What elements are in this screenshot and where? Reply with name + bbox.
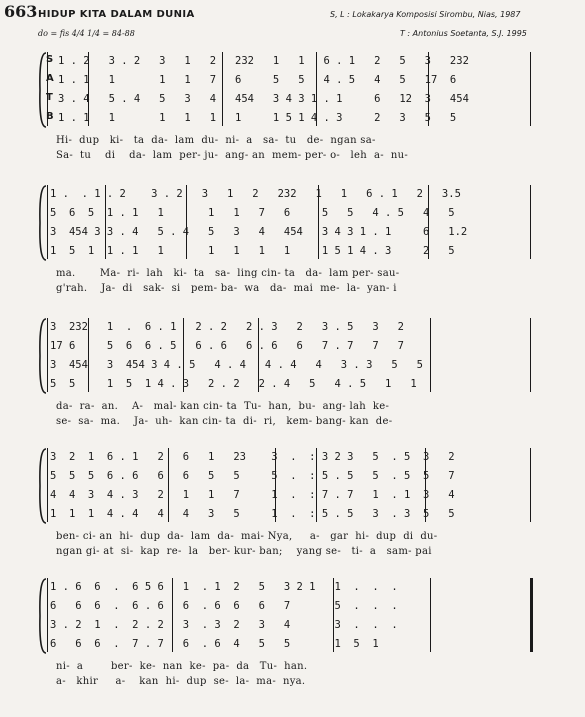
notation-row: 17 6 5 6 6 . 5 6 . 6 6 . 6 6 7 . 7 7 7 [50, 340, 405, 352]
notation-row: 1 . . 1 . 2 3 . 2 3 1 2 232 1 1 6 . 1 2 3.5 [50, 188, 461, 200]
notation-row: 5 6 5 1 . 1 1 1 1 7 6 5 5 4 . 5 4 5 [50, 207, 455, 219]
system-brace [37, 448, 47, 524]
notation-row: 5 5 5 6 . 6 6 6 5 5 5 . : 5 . 5 5 . 5 5 7 [50, 470, 455, 482]
system-start-line [47, 578, 48, 652]
lyric-line: g'rah. Ja- di sak- si pem- ba- wa da- mai me- la- yan- i [56, 283, 397, 294]
credit-text: T : Antonius Soetanta, S.J. 1995 [400, 29, 527, 38]
tempo-marking: do = fis 4/4 1/4 = 84-88 [38, 29, 135, 38]
notation-row: 3 454 3 454 3 4 . 5 4 . 4 4 . 4 4 3 . 3 5 5 [50, 359, 423, 371]
hymn-number: 663 [4, 2, 38, 21]
lyric-line: a- khir a- kan hi- dup se- la- ma- nya. [56, 676, 306, 687]
voice-label: B [46, 111, 54, 122]
notation-row: 3 2 1 6 . 1 2 6 1 23 3 . : 3 2 3 5 . 5 3 2 [50, 451, 455, 463]
system-brace [37, 578, 47, 654]
lyric-line: da- ra- an. A- mal- kan cin- ta Tu- han, bu- ang- lah ke- [56, 401, 390, 412]
notation-row: 6 6 6 . 7 . 7 6 . 6 4 5 5 1 5 1 [50, 638, 379, 650]
voice-label: T [46, 92, 53, 103]
notation-row: 1 . 1 1 1 1 7 6 5 5 4 . 5 4 5 17 6 [58, 74, 457, 86]
notation-row: 1 5 1 1 . 1 1 1 1 1 1 1 5 1 4 . 3 2 5 [50, 245, 455, 257]
voice-label: S [46, 54, 54, 65]
notation-row: 3 . 4 5 . 4 5 3 4 454 3 4 3 1 . 1 6 12 3 454 [58, 93, 469, 105]
notation-row: 6 6 6 . 6 . 6 6 . 6 6 6 7 5 . . . [50, 600, 398, 612]
notation-row: 1 . 1 1 1 1 1 1 1 5 1 4 . 3 2 3 5 5 [58, 112, 457, 124]
notation-row: 5 5 1 5 1 4 . 3 2 . 2 2 . 4 5 4 . 5 1 1 [50, 378, 417, 390]
lyric-line: se- sa- ma. Ja- uh- kan cin- ta di- ri, kem- bang- kan de- [56, 416, 393, 427]
lyric-line: ben- ci- an hi- dup da- lam da- mai- Nya, a- gar hi- dup di du- [56, 531, 438, 542]
notation-row: 1 . 2 3 . 2 3 1 2 232 1 1 6 . 1 2 5 3 232 [58, 55, 469, 67]
lyric-line: ngan gi- at si- kap re- la ber- kur- ban; yang se- ti- a sam- pai [56, 546, 432, 557]
notation-row: 3 . 2 1 . 2 . 2 3 . 3 2 3 4 3 . . . [50, 619, 398, 631]
notation-row: 4 4 3 4 . 3 2 1 1 7 1 . : 7 . 7 1 . 1 3 4 [50, 489, 455, 501]
notation-row: 1 . 6 6 . 6 5 6 1 . 1 2 5 3 2 1 1 . . . [50, 581, 398, 593]
hymn-title: HIDUP KITA DALAM DUNIA [38, 9, 195, 20]
lyric-line: Hi- dup ki- ta da- lam du- ni- a sa- tu de- ngan sa- [56, 135, 376, 146]
system-start-line [47, 318, 48, 392]
system-brace [37, 318, 47, 394]
lyric-line: Sa- tu di da- lam per- ju- ang- an mem- per- o- leh a- nu- [56, 150, 408, 161]
lyric-line: ni- a ber- ke- nan ke- pa- da Tu- han. [56, 661, 308, 672]
system-start-line [47, 448, 48, 522]
system-start-line [47, 185, 48, 259]
notation-row: 3 454 3 3 . 4 5 . 4 5 3 4 454 3 4 3 1 . 1 6 1.2 [50, 226, 468, 238]
lyric-line: ma. Ma- ri- lah ki- ta sa- ling cin- ta da- lam per- sau- [56, 268, 400, 279]
voice-label: A [46, 73, 54, 84]
notation-row: 1 1 1 4 . 4 4 4 3 5 1 . : 5 . 5 3 . 3 5 5 [50, 508, 455, 520]
system-brace [37, 185, 47, 261]
credit-music: S, L : Lokakarya Komposisi Sirombu, Nias, 1987 [330, 10, 521, 19]
notation-row: 3 232 1 . 6 . 1 2 . 2 2 . 3 2 3 . 5 3 2 [50, 321, 405, 333]
